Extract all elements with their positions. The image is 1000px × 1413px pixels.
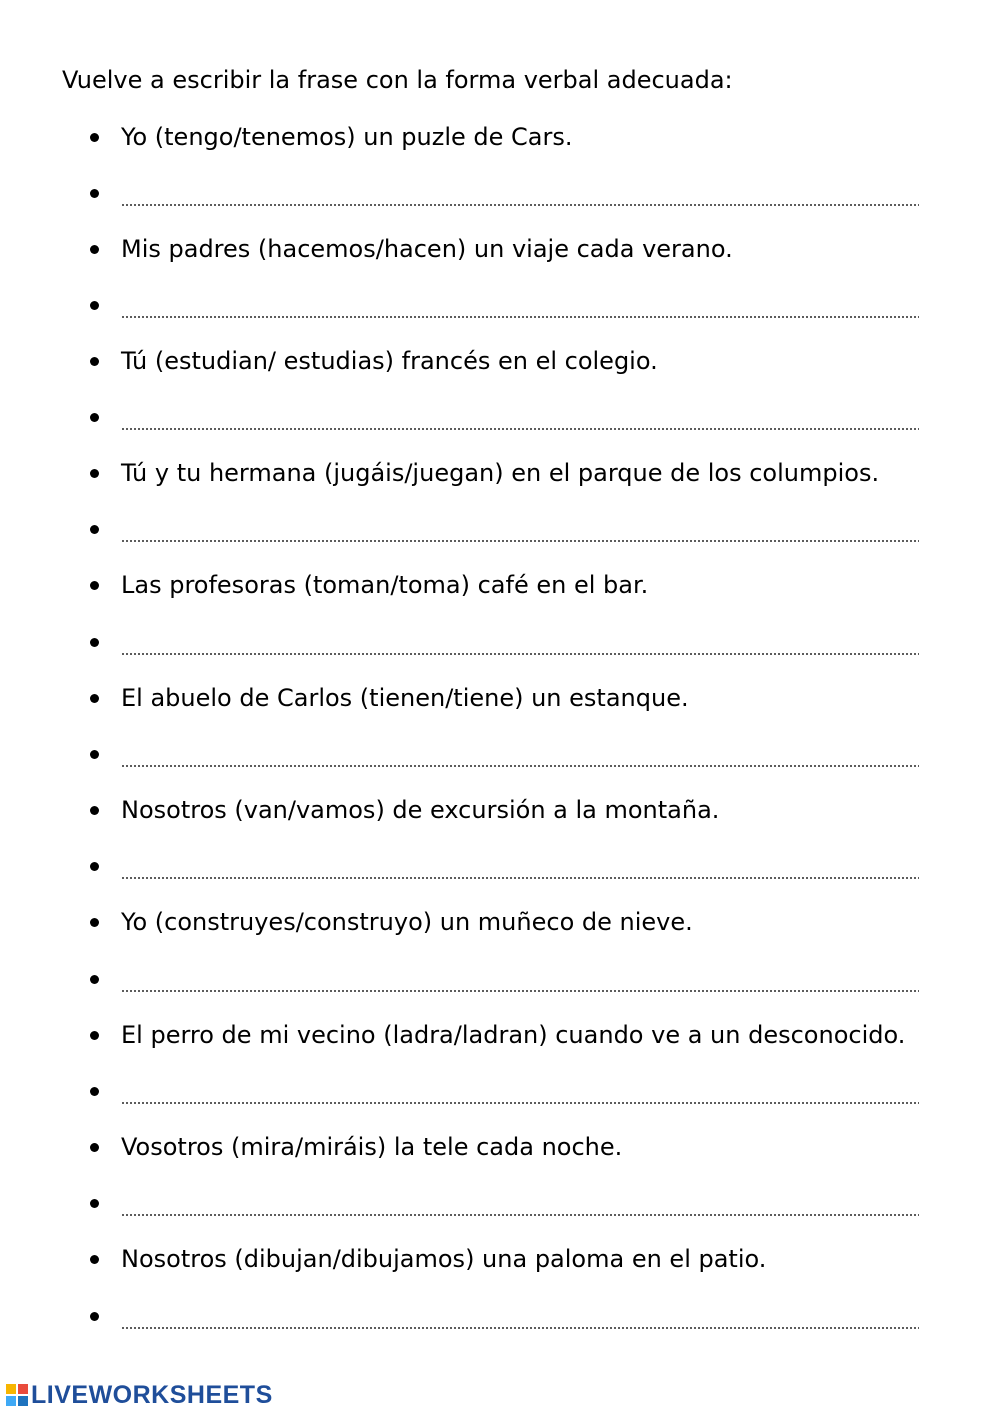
answer-line-2[interactable] <box>88 287 928 323</box>
exercise-sentence-1 <box>88 119 928 155</box>
answer-line-5[interactable] <box>88 624 928 660</box>
exercise-sentence-11 <box>88 1241 928 1277</box>
sentence-text: Nosotros (dibujan/dibujamos) una paloma en el patio. <box>121 1245 767 1273</box>
bullet-icon <box>90 525 99 534</box>
bullet-icon <box>90 1031 99 1040</box>
bullet-icon <box>90 638 99 647</box>
answer-line-9[interactable] <box>88 1073 928 1109</box>
bullet-icon <box>90 1087 99 1096</box>
exercise-sentence-2 <box>88 231 928 267</box>
bullet-icon <box>90 413 99 422</box>
answer-line-3[interactable] <box>88 399 928 435</box>
bullet-icon <box>90 918 99 927</box>
instruction-heading: Vuelve a escribir la frase con la forma verbal adecuada: <box>62 66 733 94</box>
bullet-icon <box>90 245 99 254</box>
answer-line-8[interactable] <box>88 961 928 997</box>
sentence-text: Mis padres (hacemos/hacen) un viaje cada verano. <box>121 235 733 263</box>
answer-dotted-line[interactable] <box>121 624 919 660</box>
bullet-icon <box>90 581 99 590</box>
exercise-sentence-3 <box>88 343 928 379</box>
exercise-sentence-10 <box>88 1129 928 1165</box>
bullet-icon <box>90 1255 99 1264</box>
answer-dotted-line[interactable] <box>121 848 919 884</box>
exercise-sentence-4 <box>88 455 928 491</box>
bullet-icon <box>90 357 99 366</box>
bullet-icon <box>90 301 99 310</box>
answer-line-1[interactable] <box>88 175 928 211</box>
answer-dotted-line[interactable] <box>121 1073 919 1109</box>
logo-squares-icon <box>6 1384 28 1406</box>
sentence-text: El abuelo de Carlos (tienen/tiene) un estanque. <box>121 684 689 712</box>
bullet-icon <box>90 1312 99 1321</box>
answer-dotted-line[interactable] <box>121 399 919 435</box>
bullet-icon <box>90 133 99 142</box>
bullet-icon <box>90 469 99 478</box>
bullet-icon <box>90 806 99 815</box>
sentence-text: El perro de mi vecino (ladra/ladran) cuando ve a un desconocido. <box>121 1021 906 1049</box>
answer-line-4[interactable] <box>88 511 928 547</box>
bullet-icon <box>90 975 99 984</box>
sentence-text: Tú (estudian/ estudias) francés en el colegio. <box>121 347 658 375</box>
bullet-icon <box>90 189 99 198</box>
answer-dotted-line[interactable] <box>121 736 919 772</box>
bullet-icon <box>90 862 99 871</box>
answer-line-6[interactable] <box>88 736 928 772</box>
bullet-icon <box>90 1143 99 1152</box>
brand-name: LIVEWORKSHEETS <box>31 1380 273 1409</box>
answer-dotted-line[interactable] <box>121 1298 919 1334</box>
answer-dotted-line[interactable] <box>121 287 919 323</box>
answer-line-11[interactable] <box>88 1298 928 1334</box>
sentence-text: Las profesoras (toman/toma) café en el bar. <box>121 571 649 599</box>
answer-dotted-line[interactable] <box>121 175 919 211</box>
sentence-text: Yo (tengo/tenemos) un puzle de Cars. <box>121 123 573 151</box>
answer-line-7[interactable] <box>88 848 928 884</box>
exercise-sentence-5 <box>88 567 928 603</box>
answer-dotted-line[interactable] <box>121 1185 919 1221</box>
answer-line-10[interactable] <box>88 1185 928 1221</box>
exercise-sentence-9 <box>88 1017 928 1053</box>
answer-dotted-line[interactable] <box>121 511 919 547</box>
answer-dotted-line[interactable] <box>121 961 919 997</box>
sentence-text: Vosotros (mira/miráis) la tele cada noche. <box>121 1133 623 1161</box>
bullet-icon <box>90 750 99 759</box>
exercise-sentence-8 <box>88 904 928 940</box>
liveworksheets-logo <box>6 1381 273 1409</box>
bullet-icon <box>90 694 99 703</box>
exercise-sentence-6 <box>88 680 928 716</box>
sentence-text: Nosotros (van/vamos) de excursión a la montaña. <box>121 796 720 824</box>
bullet-icon <box>90 1199 99 1208</box>
sentence-text: Tú y tu hermana (jugáis/juegan) en el parque de los columpios. <box>121 459 880 487</box>
exercise-sentence-7 <box>88 792 928 828</box>
sentence-text: Yo (construyes/construyo) un muñeco de nieve. <box>121 908 693 936</box>
